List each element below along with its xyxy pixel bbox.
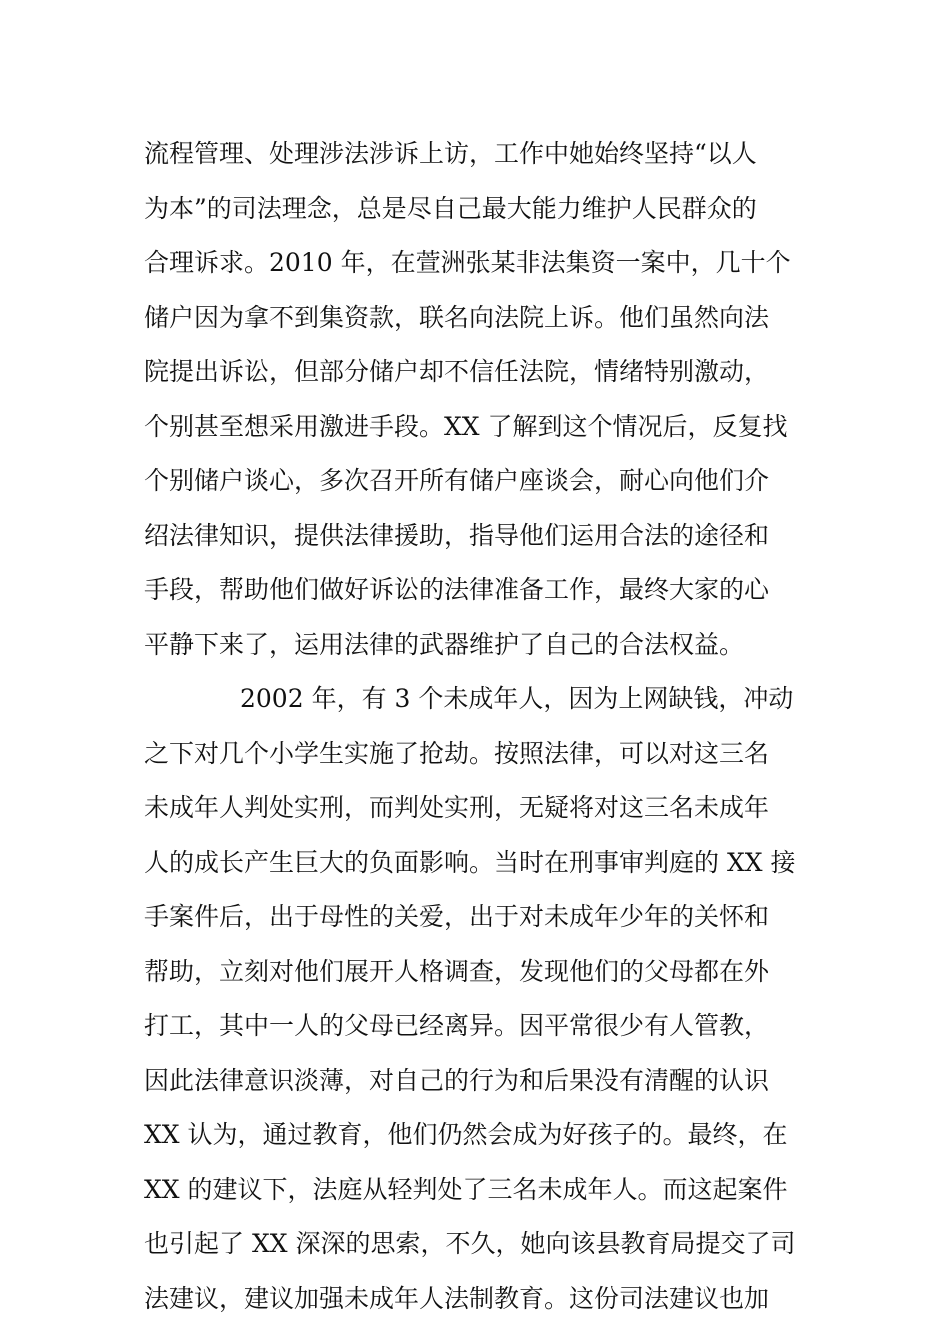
paragraph-line: 打工，其中一人的父母已经离异。因平常很少有人管教， xyxy=(144,1011,770,1040)
paragraph-line: 人的成长产生巨大的负面影响。当时在刑事审判庭的 XX 接 xyxy=(144,847,796,877)
paragraph-line: 流程管理、处理涉法涉诉上访，工作中她始终坚持“以人 xyxy=(144,139,757,168)
paragraph-line: 合理诉求。2010 年，在萱洲张某非法集资一案中，几十个 xyxy=(144,248,791,277)
paragraph-line: 手案件后，出于母性的关爱，出于对未成年少年的关怀和 xyxy=(144,902,770,931)
paragraph-line: 为本”的司法理念，总是尽自己最大能力维护人民群众的 xyxy=(144,193,757,223)
paragraph-line: 平静下来了，运用法律的武器维护了自己的合法权益。 xyxy=(144,629,745,659)
paragraph-line: 未成年人判处实刑，而判处实刑，无疑将对这三名未成年 xyxy=(144,793,770,822)
paragraph-line: 法建议，建议加强未成年人法制教育。这份司法建议也加 xyxy=(144,1283,770,1313)
paragraph-line: 个别甚至想采用激进手段。XX 了解到这个情况后，反复找 xyxy=(144,411,788,441)
paragraph-first-line: 2002 年，有 3 个未成年人，因为上网缺钱，冲动 xyxy=(240,684,794,713)
paragraph-line: 之下对几个小学生实施了抢劫。按照法律，可以对这三名 xyxy=(144,738,770,768)
paragraph-1 xyxy=(144,127,816,672)
paragraph-line: XX 的建议下，法庭从轻判处了三名未成年人。而这起案件 xyxy=(144,1174,788,1204)
paragraph-2 xyxy=(144,672,816,1326)
paragraph-line: 帮助，立刻对他们展开人格调查，发现他们的父母都在外 xyxy=(144,956,770,986)
paragraph-line: 手段，帮助他们做好诉讼的法律准备工作，最终大家的心 xyxy=(144,575,770,604)
paragraph-line: 个别储户谈心，多次召开所有储户座谈会，耐心向他们介 xyxy=(144,466,770,495)
paragraph-line: 储户因为拿不到集资款，联名向法院上诉。他们虽然向法 xyxy=(144,302,770,332)
paragraph-line: XX 认为，通过教育，他们仍然会成为好孩子的。最终，在 xyxy=(144,1120,788,1149)
paragraph-line: 绍法律知识，提供法律援助，指导他们运用合法的途径和 xyxy=(144,520,770,550)
paragraph-line: 也引起了 XX 深深的思索，不久，她向该县教育局提交了司 xyxy=(144,1229,796,1258)
document-body xyxy=(144,127,816,1326)
paragraph-line: 因此法律意识淡薄，对自己的行为和后果没有清醒的认识 xyxy=(144,1065,770,1095)
paragraph-line: 院提出诉讼，但部分储户却不信任法院，情绪特别激动， xyxy=(144,357,770,386)
